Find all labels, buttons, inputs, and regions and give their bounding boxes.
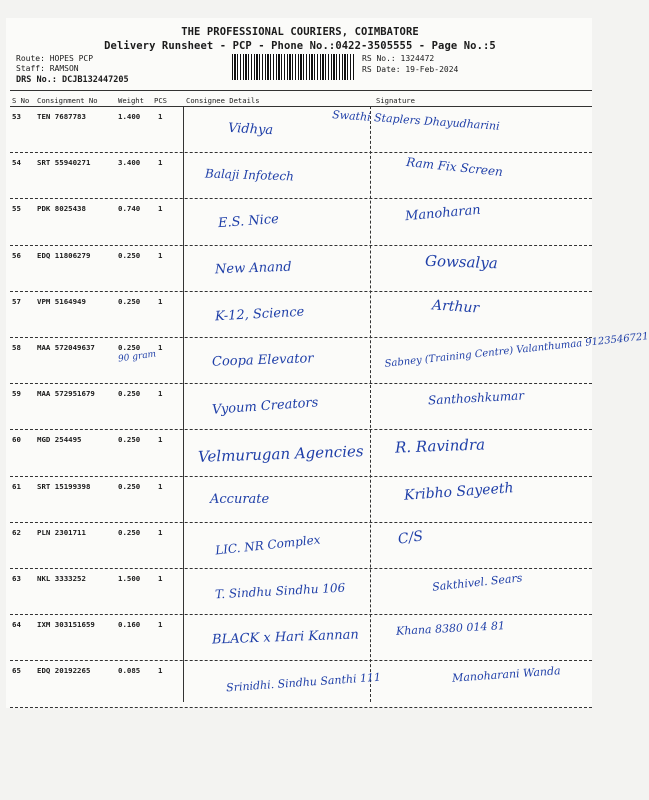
sno-cell: 55 — [12, 204, 21, 214]
handwritten-consignee: BLACK x Hari Kannan — [211, 627, 359, 648]
sno-cell: 59 — [12, 389, 21, 399]
handwritten-consignee: K-12, Science — [214, 304, 305, 325]
handwritten-consignee: Vidhya — [227, 120, 274, 139]
handwritten-consignee: Velmurugan Agencies — [197, 442, 364, 467]
pcs-cell: 1 — [158, 296, 163, 306]
handwritten-signature: Swathi Staplers Dhayudharini — [331, 108, 501, 133]
row-separator — [10, 707, 592, 708]
rs-number: RS No.: 1324472 — [362, 54, 435, 63]
table-row — [0, 570, 600, 617]
sno-cell: 54 — [12, 158, 21, 168]
staff-label: Staff: RAMSON — [16, 64, 79, 73]
col-header-consignment: Consignment No — [37, 96, 98, 105]
table-row — [0, 247, 600, 294]
weight-cell: 0.250 — [118, 250, 141, 260]
handwritten-signature: Manoharani Wanda — [451, 664, 562, 686]
weight-cell: 0.160 — [118, 620, 141, 630]
row-separator — [10, 291, 592, 292]
sno-cell: 60 — [12, 435, 21, 445]
handwritten-consignee: T. Sindhu Sindhu 106 — [214, 580, 346, 602]
sno-cell: 63 — [12, 574, 21, 583]
margin-note: 90 gram — [117, 349, 157, 365]
weight-cell: 0.250 — [118, 481, 141, 491]
table-row — [0, 431, 600, 478]
row-separator — [10, 383, 592, 384]
handwritten-consignee: Coopa Elevator — [211, 351, 314, 370]
pcs-cell: 1 — [158, 250, 163, 260]
consignment-cell: MGD 254495 — [37, 435, 82, 445]
header-top-rule — [10, 90, 592, 91]
pcs-cell: 1 — [158, 343, 163, 352]
table-row — [0, 616, 600, 663]
handwritten-signature: Ram Fix Screen — [405, 155, 504, 180]
consignment-cell: PDK 8025438 — [37, 204, 86, 214]
pcs-cell: 1 — [158, 481, 163, 491]
col-header-weight: Weight — [118, 96, 144, 105]
table-row — [0, 385, 600, 432]
consignment-cell: VPM 5164949 — [37, 296, 86, 306]
table-row — [0, 200, 600, 247]
weight-cell: 0.250 — [118, 527, 141, 537]
rs-date: RS Date: 19-Feb-2024 — [362, 65, 459, 74]
handwritten-consignee: E.S. Nice — [217, 212, 280, 232]
sno-cell: 62 — [12, 527, 21, 537]
table-row — [0, 662, 600, 709]
consignment-cell: NKL 3333252 — [37, 574, 86, 583]
consignment-cell: PLN 2301711 — [37, 527, 86, 537]
sno-cell: 65 — [12, 666, 21, 676]
handwritten-consignee: Vyoum Creators — [211, 395, 319, 418]
table-row — [0, 154, 600, 201]
row-separator — [10, 198, 592, 199]
weight-cell: 3.400 — [118, 158, 141, 168]
route-label: Route: HOPES PCP — [16, 54, 94, 63]
company-title: THE PROFESSIONAL COURIERS, COIMBATORE — [181, 26, 419, 38]
weight-cell: 0.250 — [118, 343, 141, 352]
consignment-cell: EDQ 20192265 — [37, 666, 91, 676]
handwritten-signature: Arthur — [431, 297, 480, 317]
handwritten-signature: Gowsalya — [424, 251, 499, 272]
consignment-cell: TEN 7687783 — [37, 112, 86, 121]
sno-cell: 56 — [12, 250, 21, 260]
weight-cell: 1.500 — [118, 574, 141, 583]
consignment-cell: SRT 55940271 — [37, 158, 91, 168]
col-header-consignee: Consignee Details — [186, 96, 260, 105]
row-separator — [10, 522, 592, 523]
handwritten-signature: Sakthivel. Sears — [431, 571, 523, 594]
sno-cell: 58 — [12, 343, 21, 352]
col-header-pcs: PCS — [154, 96, 167, 105]
row-separator — [10, 568, 592, 569]
sno-cell: 61 — [12, 481, 21, 491]
row-separator — [10, 337, 592, 338]
runsheet-subtitle: Delivery Runsheet - PCP - Phone No.:0422-3505555 - Page No.:5 — [104, 40, 496, 52]
weight-cell: 0.250 — [118, 389, 141, 399]
sno-cell: 53 — [12, 112, 21, 121]
row-separator — [10, 660, 592, 661]
pcs-cell: 1 — [158, 435, 163, 445]
handwritten-signature: Manoharan — [404, 203, 482, 225]
table-row — [0, 524, 600, 571]
col-header-sno: S No — [12, 96, 30, 105]
row-separator — [10, 429, 592, 430]
row-separator — [10, 614, 592, 615]
table-row — [0, 108, 600, 155]
weight-cell: 0.250 — [118, 435, 141, 445]
consignment-cell: MAA 572049637 — [37, 343, 95, 352]
col-header-signature: Signature — [376, 96, 415, 105]
consignment-cell: MAA 572951679 — [37, 389, 95, 399]
weight-cell: 0.250 — [118, 296, 141, 306]
handwritten-consignee: Accurate — [210, 491, 270, 507]
header-bottom-rule — [10, 106, 592, 107]
barcode — [232, 54, 354, 80]
handwritten-signature: Santhoshkumar — [427, 388, 525, 408]
row-separator — [10, 476, 592, 477]
handwritten-signature: Kribho Sayeeth — [403, 479, 514, 504]
sno-cell: 57 — [12, 296, 21, 306]
table-row — [0, 331, 649, 386]
pcs-cell: 1 — [158, 574, 163, 583]
sno-cell: 64 — [12, 620, 21, 630]
drs-number: DRS No.: DCJB132447205 — [16, 75, 129, 85]
consignment-cell: EDQ 11806279 — [37, 250, 91, 260]
pcs-cell: 1 — [158, 158, 163, 168]
consignment-cell: SRT 15199398 — [37, 481, 91, 491]
pcs-cell: 1 — [158, 620, 163, 630]
handwritten-consignee: New Anand — [214, 259, 292, 277]
table-row — [0, 478, 600, 525]
handwritten-signature: Khana 8380 014 81 — [395, 619, 506, 639]
handwritten-signature: Sabney (Training Centre) Valanthumaa 9123546721 — [384, 331, 649, 370]
handwritten-signature: C/S — [397, 528, 425, 548]
pcs-cell: 1 — [158, 204, 163, 214]
row-separator — [10, 245, 592, 246]
table-row — [0, 293, 600, 340]
weight-cell: 0.085 — [118, 666, 141, 676]
handwritten-consignee: Srinidhi. Sindhu Santhi 111 — [225, 670, 382, 695]
pcs-cell: 1 — [158, 527, 163, 537]
pcs-cell: 1 — [158, 112, 163, 121]
weight-cell: 0.740 — [118, 204, 141, 214]
handwritten-signature: R. Ravindra — [394, 435, 486, 457]
row-separator — [10, 152, 592, 153]
handwritten-consignee: Balaji Infotech — [204, 166, 295, 184]
pcs-cell: 1 — [158, 666, 163, 676]
pcs-cell: 1 — [158, 389, 163, 399]
handwritten-consignee: LIC. NR Complex — [214, 532, 322, 558]
weight-cell: 1.400 — [118, 112, 141, 121]
consignment-cell: IXM 303151659 — [37, 620, 95, 630]
